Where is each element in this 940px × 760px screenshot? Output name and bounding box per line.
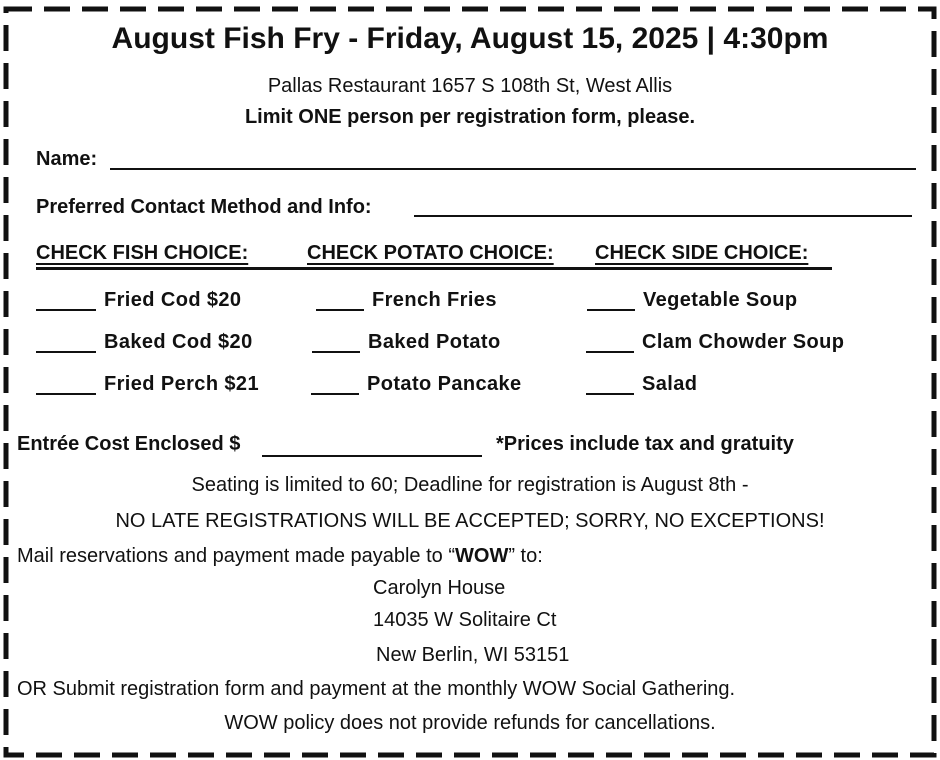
cost-label: Entrée Cost Enclosed $	[17, 433, 241, 455]
potato-check-blank-2[interactable]	[312, 351, 360, 353]
fish-check-blank-1[interactable]	[36, 309, 96, 311]
potato-choice-heading: CHECK POTATO CHOICE:	[307, 242, 554, 264]
fish-option: Fried Cod $20	[104, 289, 242, 311]
price-note: *Prices include tax and gratuity	[496, 433, 794, 455]
heading-underline	[36, 267, 832, 270]
address-line: New Berlin, WI 53151	[376, 644, 570, 666]
fish-option: Fried Perch $21	[104, 373, 259, 395]
refund-policy: WOW policy does not provide refunds for cancellations.	[224, 712, 716, 734]
fish-option: Baked Cod $20	[104, 331, 253, 353]
side-check-blank-1[interactable]	[587, 309, 635, 311]
mail-suffix: ” to:	[508, 545, 543, 567]
potato-check-blank-1[interactable]	[316, 309, 364, 311]
cost-field[interactable]	[262, 455, 482, 457]
potato-option: Baked Potato	[368, 331, 501, 353]
address-line: 14035 W Solitaire Ct	[373, 609, 557, 631]
fish-check-blank-2[interactable]	[36, 351, 96, 353]
side-option: Vegetable Soup	[643, 289, 798, 311]
limit-note: Limit ONE person per registration form, please.	[244, 106, 696, 128]
alternate-submission: OR Submit registration form and payment at the monthly WOW Social Gathering.	[17, 678, 736, 700]
name-field[interactable]	[110, 168, 916, 170]
side-check-blank-3[interactable]	[586, 393, 634, 395]
side-check-blank-2[interactable]	[586, 351, 634, 353]
name-label: Name:	[36, 148, 98, 170]
payee-name: WOW	[455, 545, 509, 567]
side-choice-heading: CHECK SIDE CHOICE:	[595, 242, 809, 264]
side-option: Clam Chowder Soup	[642, 331, 845, 353]
potato-option: French Fries	[372, 289, 497, 311]
event-title: August Fish Fry - Friday, August 15, 2025 | 4:30pm	[111, 22, 829, 55]
address-line: Carolyn House	[373, 577, 506, 599]
fish-choice-heading: CHECK FISH CHOICE:	[36, 242, 249, 264]
venue-address: Pallas Restaurant 1657 S 108th St, West Allis	[267, 75, 673, 97]
contact-label: Preferred Contact Method and Info:	[36, 196, 372, 218]
mail-instructions	[17, 545, 543, 568]
contact-field[interactable]	[414, 215, 912, 217]
no-late-notice: NO LATE REGISTRATIONS WILL BE ACCEPTED; SORRY, NO EXCEPTIONS!	[115, 510, 825, 532]
fish-check-blank-3[interactable]	[36, 393, 96, 395]
potato-option: Potato Pancake	[367, 373, 522, 395]
seating-notice: Seating is limited to 60; Deadline for registration is August 8th -	[191, 474, 749, 496]
potato-check-blank-3[interactable]	[311, 393, 359, 395]
side-option: Salad	[642, 373, 698, 395]
mail-prefix: Mail reservations and payment made payable to “	[17, 545, 456, 567]
